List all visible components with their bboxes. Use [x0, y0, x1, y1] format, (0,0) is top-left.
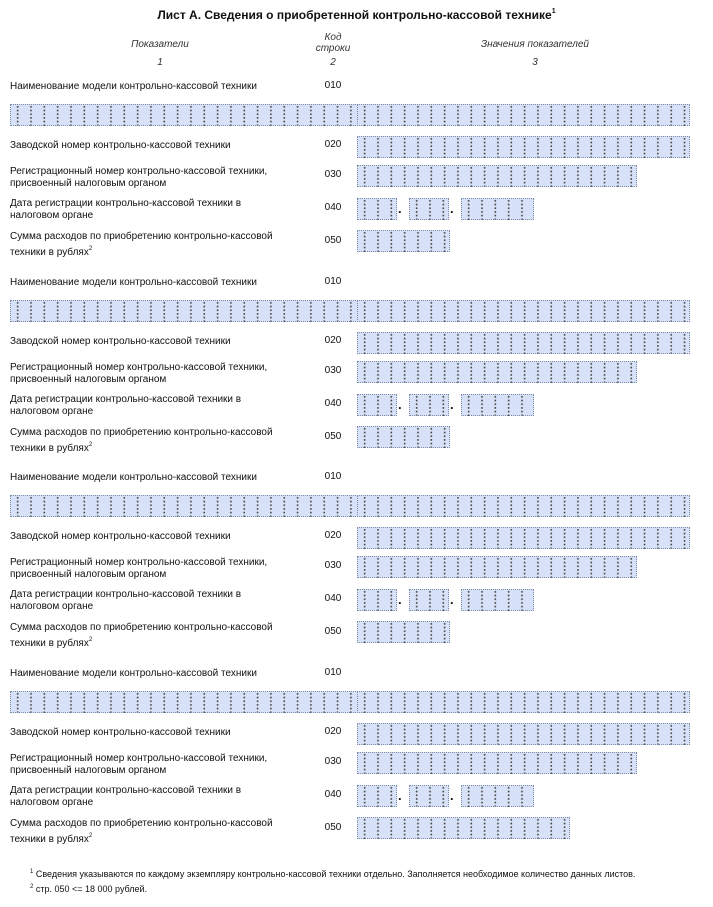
column-number-3: 3 [532, 57, 538, 68]
serial-number-field[interactable] [357, 723, 690, 745]
code-020: 020 [324, 334, 342, 346]
reg-date-label-line1: Дата регистрации контрольно-кассовой техники в [10, 589, 242, 600]
code-020: 020 [324, 139, 342, 150]
reg-number-label-line2: присвоенный налоговым органом [10, 764, 167, 776]
expense-field[interactable] [357, 426, 450, 448]
reg-date-label-line1: Дата регистрации контрольно-кассовой техники в [10, 198, 242, 209]
serial-number-label [10, 531, 310, 543]
reg-number-field[interactable] [357, 752, 637, 774]
model-name-field-row2[interactable] [357, 300, 690, 322]
reg-date-label [10, 589, 310, 613]
serial-number-field[interactable] [357, 527, 690, 549]
expense-label-line2 [10, 634, 310, 650]
reg-date-label-line2: налоговом органе [10, 601, 94, 612]
code-040: 040 [324, 202, 342, 213]
expense-footnote-mark: 2 [88, 246, 93, 252]
date-separator: . [398, 787, 402, 803]
expense-label-line1: Сумма расходов по приобретению контрольно-кассовой [10, 231, 273, 242]
reg-date-month-field[interactable] [409, 785, 449, 807]
code-050: 050 [324, 821, 342, 833]
model-name-label [10, 668, 310, 680]
expense-field[interactable] [357, 621, 450, 643]
expense-footnote-mark: 2 [88, 441, 93, 448]
expense-label [10, 622, 310, 650]
reg-date-label [10, 198, 310, 222]
serial-number-label-text: Заводской номер контрольно-кассовой техники [10, 726, 231, 738]
code-030: 030 [324, 560, 342, 571]
code-040: 040 [324, 397, 342, 409]
model-name-label-text: Наименование модели контрольно-кассовой техники [10, 667, 257, 679]
column-header-values: Значения показателей [480, 39, 589, 50]
model-name-label [10, 277, 310, 289]
expense-label-line1: Сумма расходов по приобретению контрольно-кассовой [10, 817, 273, 829]
expense-label [10, 818, 310, 846]
serial-number-field[interactable] [357, 332, 690, 354]
reg-date-year-field[interactable] [461, 198, 534, 220]
date-separator: . [450, 396, 454, 412]
code-020: 020 [324, 530, 342, 541]
reg-date-label-line1: Дата регистрации контрольно-кассовой техники в [10, 393, 242, 405]
reg-date-label-line2: налоговом органе [10, 796, 94, 808]
reg-date-label [10, 785, 310, 809]
reg-date-day-field[interactable] [357, 785, 397, 807]
reg-number-label-line1: Регистрационный номер контрольно-кассовой техники, [10, 557, 268, 568]
date-separator: . [450, 592, 454, 607]
serial-number-label-text: Заводской номер контрольно-кассовой техники [10, 140, 231, 151]
expense-field[interactable] [357, 230, 450, 252]
date-separator: . [450, 787, 454, 803]
code-030: 030 [324, 169, 342, 180]
reg-number-label [10, 557, 310, 581]
column-header-code: Код строки [315, 32, 351, 54]
reg-date-label [10, 394, 310, 418]
reg-number-label-line1: Регистрационный номер контрольно-кассовой техники, [10, 166, 268, 177]
code-040: 040 [324, 788, 342, 800]
code-040: 040 [324, 593, 342, 604]
expense-field[interactable] [357, 817, 570, 839]
expense-label [10, 231, 310, 259]
expense-label-line2 [10, 439, 310, 455]
code-010: 010 [324, 275, 342, 287]
serial-number-field[interactable] [357, 136, 690, 158]
code-030: 030 [324, 755, 342, 767]
footnote-1: $^1$ Сведения указываются по каждому экземпляру контрольно-кассовой техники отдельно. Заполняется необходимое количество данных листов. [30, 869, 636, 879]
reg-number-field[interactable] [357, 165, 637, 187]
model-name-field-row2[interactable] [357, 495, 690, 517]
code-050: 050 [324, 430, 342, 442]
reg-number-label-line1: Регистрационный номер контрольно-кассовой техники, [10, 752, 268, 764]
expense-label-line2 [10, 830, 310, 846]
expense-label-line2-text: техники в рублях [10, 442, 89, 454]
reg-number-label [10, 753, 310, 777]
expense-label-line1: Сумма расходов по приобретению контрольно-кассовой [10, 622, 273, 633]
reg-date-year-field[interactable] [461, 785, 534, 807]
model-name-label [10, 472, 310, 484]
reg-number-label-line2: присвоенный налоговым органом [10, 178, 167, 189]
reg-date-month-field[interactable] [409, 198, 449, 220]
model-name-field-row2[interactable] [357, 104, 690, 126]
reg-number-field[interactable] [357, 556, 637, 578]
title-footnote-mark: 1 [551, 8, 556, 15]
reg-number-label [10, 362, 310, 386]
reg-number-field[interactable] [357, 361, 637, 383]
reg-date-label-line1: Дата регистрации контрольно-кассовой техники в [10, 784, 242, 796]
column-number-1: 1 [157, 57, 163, 68]
page-title: Лист А. Сведения о приобретенной контрольно-кассовой технике$^1$ [157, 8, 556, 22]
reg-date-year-field[interactable] [461, 589, 534, 611]
serial-number-label [10, 336, 310, 348]
date-separator: . [398, 201, 402, 216]
date-separator: . [398, 396, 402, 412]
model-name-label [10, 81, 310, 93]
serial-number-label [10, 727, 310, 739]
reg-date-day-field[interactable] [357, 589, 397, 611]
expense-label-line1: Сумма расходов по приобретению контрольно-кассовой [10, 426, 273, 438]
date-separator: . [450, 201, 454, 216]
expense-label [10, 427, 310, 455]
reg-date-day-field[interactable] [357, 198, 397, 220]
expense-label-line2-text: техники в рублях [10, 833, 89, 845]
column-header-indicators: Показатели [131, 39, 189, 50]
footnotes [30, 866, 635, 896]
column-number-2: 2 [330, 57, 336, 68]
expense-footnote-mark: 2 [88, 637, 93, 643]
expense-label-line2-text: техники в рублях [10, 247, 89, 258]
reg-date-year-field[interactable] [461, 394, 534, 416]
model-name-label-text: Наименование модели контрольно-кассовой техники [10, 472, 257, 483]
model-name-label-text: Наименование модели контрольно-кассовой техники [10, 276, 257, 288]
model-name-field-row2[interactable] [357, 691, 690, 713]
reg-number-label-line2: присвоенный налоговым органом [10, 373, 167, 385]
serial-number-label [10, 140, 310, 152]
code-050: 050 [324, 235, 342, 246]
model-name-label-text: Наименование модели контрольно-кассовой техники [10, 81, 257, 92]
expense-label-line2-text: техники в рублях [10, 638, 89, 649]
code-010: 010 [324, 666, 342, 678]
code-010: 010 [324, 471, 342, 482]
reg-number-label-line1: Регистрационный номер контрольно-кассовой техники, [10, 361, 268, 373]
date-separator: . [398, 592, 402, 607]
code-030: 030 [324, 364, 342, 376]
reg-date-day-field[interactable] [357, 394, 397, 416]
reg-number-label [10, 166, 310, 190]
reg-date-month-field[interactable] [409, 589, 449, 611]
serial-number-label-text: Заводской номер контрольно-кассовой техники [10, 335, 231, 347]
code-050: 050 [324, 626, 342, 637]
reg-number-label-line2: присвоенный налоговым органом [10, 569, 167, 580]
code-010: 010 [324, 80, 342, 91]
expense-footnote-mark: 2 [88, 832, 93, 839]
code-020: 020 [324, 725, 342, 737]
footnote-2: $^2$ стр. 050 <= 18 000 рублей. [30, 884, 148, 894]
reg-date-label-line2: налоговом органе [10, 405, 94, 417]
serial-number-label-text: Заводской номер контрольно-кассовой техники [10, 531, 231, 542]
reg-date-month-field[interactable] [409, 394, 449, 416]
reg-date-label-line2: налоговом органе [10, 210, 94, 221]
expense-label-line2 [10, 243, 310, 259]
